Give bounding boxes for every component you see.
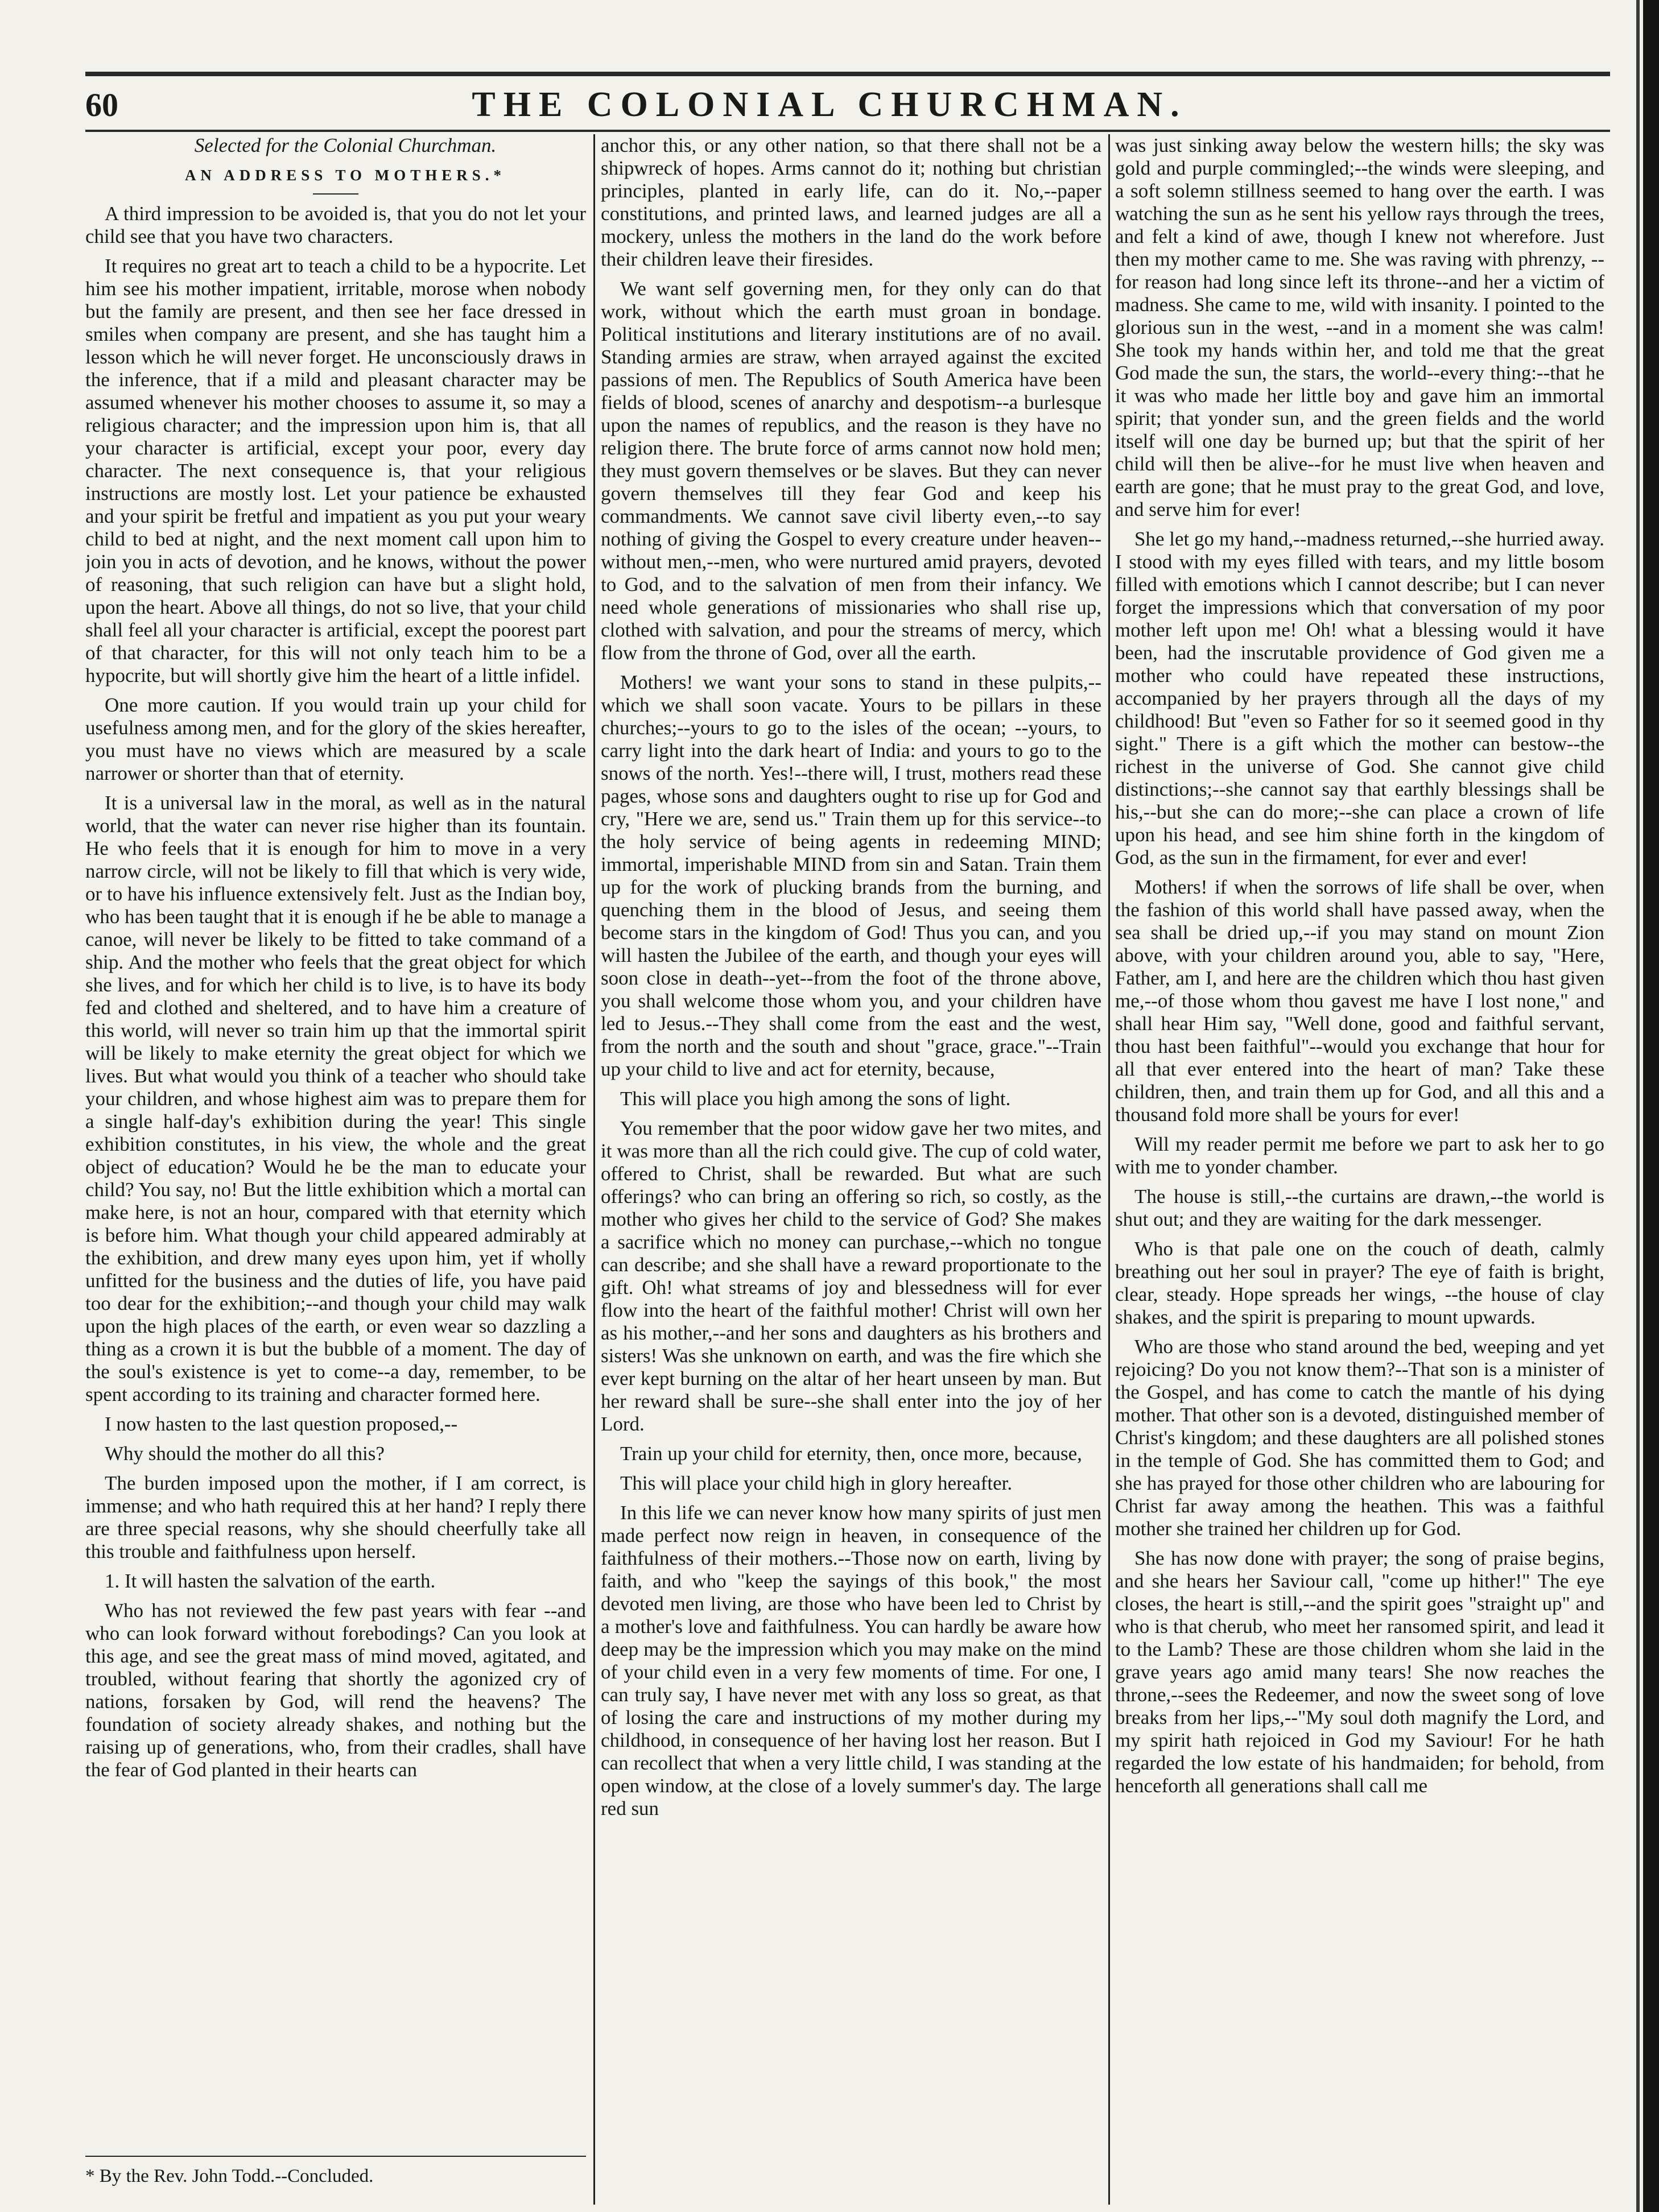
paragraph: The burden imposed upon the mother, if I am correct, is immense; and who hath required this at her hand? I reply there are three special reasons, why she should cheerfully take all this trouble and faithfulness upon herself. bbox=[85, 1472, 586, 1562]
paragraph: A third impression to be avoided is, that you do not let your child see that you have two characters. bbox=[85, 202, 586, 247]
column-2 bbox=[601, 134, 1101, 2182]
column-divider-1 bbox=[593, 134, 595, 2205]
paragraph: Train up your child for eternity, then, once more, because, bbox=[620, 1442, 1082, 1465]
header-rule bbox=[85, 130, 1610, 132]
paragraph: In this life we can never know how many spirits of just men made perfect now reign in heaven, in consequence of the faithfulness of their mothers.--Those now on earth, living by faith, and who "keep the sayings of this book," the most devoted men living, are those who have been led to Christ by a mother's love and faithfulness. You can hardly be aware how deep may be the impression which you may make on the mind of your child even in a very few moments of time. For one, I can truly say, I have never met with any loss so great, as that of losing the care and instructions of my mother during my childhood, in consequence of her having lost her reason. But I can recollect that when a very little child, I was standing at the open window, at the close of a lovely summer's day. The large red sun bbox=[601, 1502, 1101, 1820]
paragraph: Why should the mother do all this? bbox=[105, 1442, 385, 1465]
paragraph: Who has not reviewed the few past years with fear --and who can look forward without forebodings? Can you look at this age, and see the great mass of mind moved, agitated, and troubled, without fearing that shortly the agonized cry of nations, forsaken by God, will rend the heavens? The foundation of society already shakes, and nothing but the raising up of generations, who, from their cradles, shall have the fear of God planted in their hearts can bbox=[85, 1599, 586, 1781]
paragraph: It requires no great art to teach a child to be a hypocrite. Let him see his mother impatient, irritable, morose when nobody but the family are present, and then see her face dressed in smiles when company are present, and she has taught him a lesson which he will never forget. He unconsciously draws in the inference, that if a mild and pleasant character may be assumed whenever his mother chooses to assume it, so may a religious character; and the impression upon him is, that all your character is artificial, except your poor, every day character. The next consequence is, that your religious instructions are mostly lost. Let your patience be exhausted and your spirit be fretful and impatient as you put your weary child to bed at night, and the next moment call upon him to join you in acts of devotion, and he knows, without the power of reasoning, that such religion can have but a slight hold, upon the heart. Above all things, do not so live, that your child shall feel all your character is artificial, except the poorest part of that character, for this will not only teach him to be a hypocrite, but will shortly give him the heart of a little infidel. bbox=[85, 255, 586, 687]
paragraph: Who is that pale one on the couch of death, calmly breathing out her soul in prayer? The eye of faith is bright, clear, steady. Hope spreads her wings, --the house of clay shakes, and the spirit is preparing to mount upwards. bbox=[1115, 1238, 1604, 1328]
paragraph: I now hasten to the last question proposed,-- bbox=[105, 1413, 458, 1435]
paragraph: It is a universal law in the moral, as well as in the natural world, that the water can never rise higher than its fountain. He who feels that it is enough for him to move in a very narrow circle, will not be likely to fill that which is very wide, or to have his influence extensively felt. Just as the Indian boy, who has been taught that it is enough if he be able to manage a canoe, will never be likely to be fitted to take command of a ship. And the mother who feels that the great object for which she lives, and for which her child is to live, is to have its body fed and clothed and sheltered, and to have him a creature of this world, will never so train him up that the immortal spirit will be likely to make eternity the great object for which we lives. But what would you think of a teacher who should take your children, and whose highest aim was to prepare them for a single half-day's exhibition during the year! This single exhibition constitutes, in his view, the whole and the great object of education? Would he be the man to educate your child? You say, no! But the little exhibition which a mortal can make here, is not an hour, compared with that eternity which is before him. What though your child appeared admirably at the exhibition, and drew many eyes upon him, yet if wholly unfitted for the business and the duties of life, you have paid too dear for the exhibition;--and though your child may walk upon the high places of the earth, or even wear so dazzling a thing as a crown it is but the bubble of a moment. The day of the soul's existence is yet to come--a day, remember, to be spent according to its training and character formed here. bbox=[85, 792, 586, 1405]
paragraph: We want self governing men, for they only can do that work, without which the earth must groan in bondage. Political institutions and literary institutions are of no avail. Standing armies are straw, when arrayed against the excited passions of men. The Republics of South America have been fields of blood, scenes of anarchy and despotism--a burlesque upon the names of republics, and the reason is they have no religion there. The brute force of arms cannot now hold men; they must govern themselves or be slaves. But they can never govern themselves till they fear God and keep his commandments. We cannot save civil liberty even,--to say nothing of giving the Gospel to every creature under heaven--without men,--men, who were nurtured amid prayers, devoted to God, and to the salvation of men from their infancy. We need whole generations of missionaries who shall rise up, clothed with salvation, and pour the streams of mercy, which flow from the throne of God, over all the earth. bbox=[601, 278, 1101, 664]
paragraph: This will place you high among the sons of light. bbox=[620, 1088, 1011, 1110]
page-number: 60 bbox=[85, 86, 118, 123]
paragraph: She has now done with prayer; the song of praise begins, and she hears her Saviour call, "come up hither!" The eye closes, the heart is still,--and the spirit goes "straight up" and who is that cherub, who meet her ransomed spirit, and lead it to the Lamb? These are those children whom she laid in the grave years ago amid many tears! She now reaches the throne,--sees the Redeemer, and now the sweet song of love breaks from her lips,--"My soul doth magnify the Lord, and my spirit hath rejoiced in God my Saviour! For he hath regarded the low estate of his handmaiden; for behold, from henceforth all generations shall call me bbox=[1115, 1547, 1604, 1797]
page-edge-line bbox=[1636, 0, 1640, 2212]
column-3 bbox=[1115, 134, 1604, 2182]
paragraph: Mothers! if when the sorrows of life shall be over, when the fashion of this world shall have passed away, when the sea shall be dried up,--if you may stand on mount Zion above, with your children around you, able to say, "Here, Father, am I, and here are the children which thou hast given me,--of those whom thou gavest me have I lost none," and shall hear Him say, "Well done, good and faithful servant, thou hast been faithful"--would you exchange that hour for all that ever entered into the heart of man? Take these children, then, and train them up for God, and all this and a thousand fold more shall be yours for ever! bbox=[1115, 876, 1604, 1126]
page-edge-shadow bbox=[1643, 0, 1659, 2212]
paragraph: She let go my hand,--madness returned,--she hurried away. I stood with my eyes filled with tears, and my little bosom filled with emotions which I cannot describe; but I can never forget the impressions which that conversation of my poor mother left upon me! Oh! what a blessing would it have been, had the inscrutable providence of God given me a mother who could have repeated these instructions, accompanied by her prayers through all the days of my childhood! But "even so Father for so it seemed good in thy sight." There is a gift which the mother can bestow--the richest in the universe of God. She cannot give child distinctions;--she cannot say that earthly blessings shall be his,--but she can do more;--she can place a crown of life upon his head, and see him shine forth in the kingdom of God, as the sun in the firmament, for ever and ever! bbox=[1115, 528, 1604, 869]
paragraph: You remember that the poor widow gave her two mites, and it was more than all the rich could give. The cup of cold water, offered to Christ, shall be rewarded. But what are such offerings? who can bring an offering so rich, so costly, as the mother who gives her child to the service of God? She makes a sacrifice which no money can purchase,--which no tongue can describe; and she shall have a reward proportionate to the gift. Oh! what streams of joy and blessedness will for ever flow into the heart of the faithful mother! Christ will own her as his mother,--and her sons and daughters as his brothers and sisters! Was she unknown on earth, and was the fire which she ever kept burning on the altar of her heart unseen by man. But her reward shall be sure--she shall enter into the joy of her Lord. bbox=[601, 1117, 1101, 1435]
article-title: AN ADDRESS TO MOTHERS.* bbox=[184, 167, 506, 184]
footnote-rule bbox=[85, 2156, 586, 2157]
paragraph: Who are those who stand around the bed, weeping and yet rejoicing? Do you not know them?--That son is a minister of the Gospel, and has come to catch the mantle of his dying mother. That other son is a devoted, distinguished member of Christ's kingdom; and these daughters are all polished stones in the temple of God. She has committed them to God; and she has prayed for those other children who are labouring for Christ far away among the heathen. This was a faithful mother she trained her children up for God. bbox=[1115, 1336, 1604, 1540]
column-divider-2 bbox=[1108, 134, 1110, 2205]
paragraph: was just sinking away below the western hills; the sky was gold and purple commingled;--the winds were sleeping, and a soft solemn stillness seemed to hang over the earth. I was watching the sun as he sent his yellow rays through the trees, and felt a kind of awe, though I knew not wherefore. Just then my mother came to me. She was raving with phrenzy, --for reason had long since left its throne--and her a victim of madness. She came to me, wild with insanity. I pointed to the glorious sun in the west, --and in a moment she was calm! She took my hands within her, and told me that the great God made the sun, the stars, the world--every thing:--that he it was who made her little boy and gave him an immortal spirit; that yonder sun, and the green fields and the world itself will one day be burned up; but that the spirit of her child will then be alive--for he must live when heaven and earth are gone; that he must pray to the great God, and love, and serve him for ever! bbox=[1115, 134, 1604, 520]
paragraph: Mothers! we want your sons to stand in these pulpits,--which we shall soon vacate. Yours to be pillars in these churches;--yours to go to the isles of the ocean; --yours, to carry light into the dark heart of India: and yours to go to the snows of the north. Yes!--there will, I trust, mothers read these pages, whose sons and daughters ought to rise up for God and cry, "Here we are, send us." Train them up for this service--to the holy service of being agents in redeeming MIND; immortal, imperishable MIND from sin and Satan. Train them up for the work of plucking brands from the burning, and quenching them in the blood of Jesus, and seeing them become stars in the kingdom of God! Thus you can, and you will hasten the Jubilee of the earth, and though your eyes will soon close in death--yet--from the foot of the throne above, you shall welcome those whom you, and your children have led to Jesus.--They shall come from the east and the west, from the north and the south and shout "grace, grace."--Train up your child to live and act for eternity, because, bbox=[601, 671, 1101, 1080]
masthead-title: THE COLONIAL CHURCHMAN. bbox=[472, 85, 1187, 124]
paragraph: One more caution. If you would train up your child for usefulness among men, and for the glory of the skies hereafter, you must have no views which are measured by a scale narrower or shorter than that of eternity. bbox=[85, 694, 586, 784]
paragraph: This will place your child high in glory hereafter. bbox=[620, 1472, 1013, 1494]
paragraph: Will my reader permit me before we part to ask her to go with me to yonder chamber. bbox=[1115, 1133, 1604, 1178]
title-rule bbox=[313, 193, 358, 195]
top-rule bbox=[85, 72, 1610, 76]
paragraph: The house is still,--the curtains are drawn,--the world is shut out; and they are waiting for the dark messenger. bbox=[1115, 1185, 1604, 1230]
paragraph: anchor this, or any other nation, so that there shall not be a shipwreck of hopes. Arms cannot do it; nothing but christian principles, planted in early life, can do it. No,--paper constitutions, and printed laws, and learned judges are all a mockery, unless the mothers in the land do the work before their children leave their firesides. bbox=[601, 134, 1101, 270]
column-1 bbox=[85, 134, 586, 2152]
footnote: * By the Rev. John Todd.--Concluded. bbox=[85, 2166, 374, 2186]
section-kicker: Selected for the Colonial Churchman. bbox=[194, 134, 497, 156]
paragraph: 1. It will hasten the salvation of the earth. bbox=[105, 1570, 436, 1592]
